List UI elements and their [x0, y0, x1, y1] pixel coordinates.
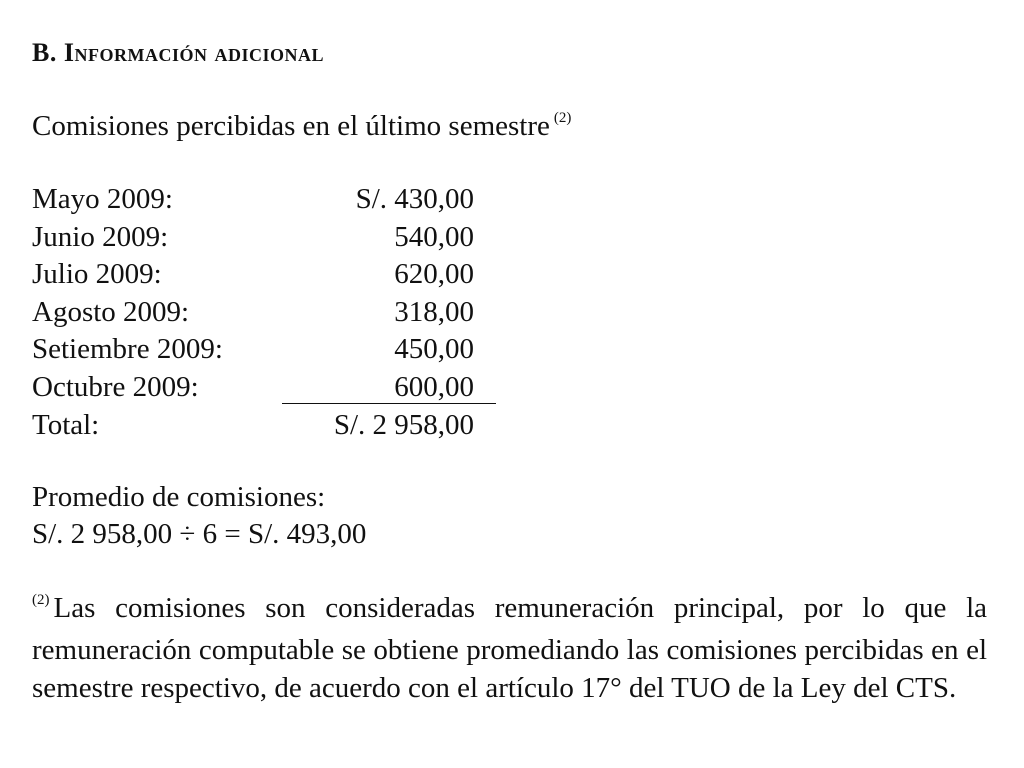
total-divider	[282, 403, 496, 404]
commission-row-june	[32, 219, 502, 257]
month-amount: S/. 430,00	[355, 183, 474, 215]
month-label: Junio 2009:	[32, 220, 169, 253]
average-title: Promedio de comisiones:	[32, 481, 326, 513]
commissions-table	[32, 181, 502, 444]
month-amount: 540,00	[394, 220, 474, 253]
section-heading: B. Información adicional	[32, 38, 324, 67]
average-formula: S/. 2 958,00 ÷ 6 = S/. 493,00	[32, 518, 367, 550]
footnote-marker: (2)	[32, 592, 50, 608]
footnote-text: Las comisiones son consideradas remuneración principal, por lo que la remuneración computable se obtiene promediando las comisiones percibidas en el semestre respectivo, de acuerdo con el artículo 17° del TUO de la Ley del CTS.	[32, 592, 987, 704]
commission-row-august	[32, 294, 502, 332]
month-amount: 600,00	[394, 370, 474, 403]
month-label: Setiembre 2009:	[32, 333, 223, 366]
month-amount: 450,00	[394, 333, 474, 366]
month-amount: 318,00	[394, 295, 474, 328]
commissions-subtitle	[32, 110, 571, 143]
footnote	[32, 590, 987, 707]
month-label: Agosto 2009:	[32, 295, 190, 328]
month-label: Julio 2009:	[32, 258, 162, 291]
commissions-subtitle-text: Comisiones percibidas en el último semestre	[32, 110, 550, 142]
month-label: Octubre 2009:	[32, 370, 199, 403]
total-label: Total:	[32, 408, 100, 441]
commission-row-october	[32, 369, 502, 407]
month-amount: 620,00	[394, 258, 474, 291]
month-label: Mayo 2009:	[32, 183, 173, 215]
total-amount: S/. 2 958,00	[333, 408, 474, 441]
footnote-reference: (2)	[553, 110, 572, 126]
commission-row-may	[32, 181, 502, 219]
commission-row-september	[32, 331, 502, 369]
commission-row-july	[32, 256, 502, 294]
total-row	[32, 407, 502, 445]
